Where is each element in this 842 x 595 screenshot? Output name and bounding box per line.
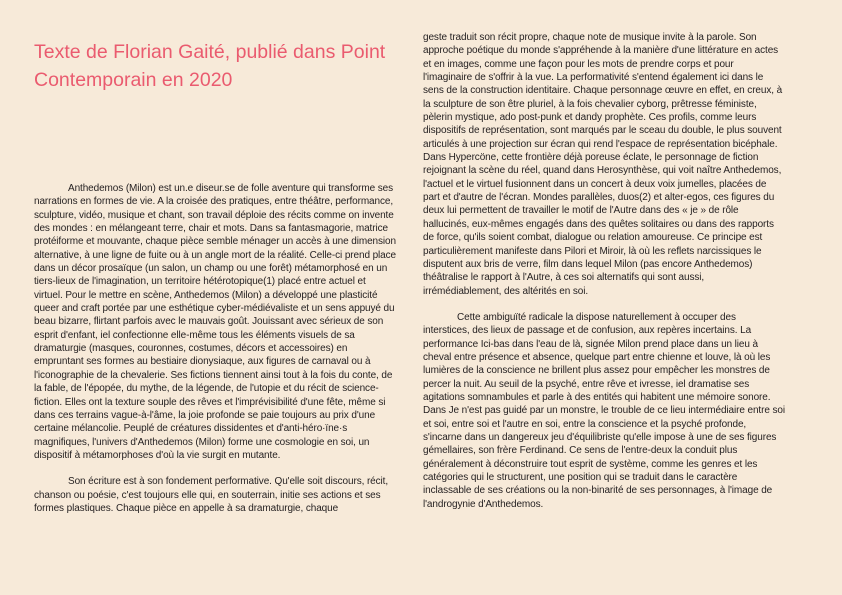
- paragraph: geste traduit son récit propre, chaque note de musique invite à la parole. Son approche poétique du monde s'appréhende à la manière d'une littérature en actes et en images, comme une façon pour les mots de prendre corps et pour l'imaginaire de s'offrir à la vue. La performativité s'entend également ici dans le sens de la construction identitaire. Chaque personnage œuvre en effet, en creux, à la sculpture de son être pluriel, à la fois chevalier cyborg, prêtresse féministe, pèlerin mystique, ado post-punk et dandy prophète. Ces profils, comme leurs dispositifs de représentation, sont marqués par le sceau du double, le plus souvent articulés à une projection sur écran qui rend l'espace de représentation bicéphale. Dans Hypercöne, cette frontière déjà poreuse éclate, le personnage de fiction rejoignant la scène du réel, quand dans Herosynthèse, qui voit naître Anthedemos, l'actuel et le virtuel fusionnent dans un concert à deux voix jumelles, placées de part et d'autre de l'écran. Mondes parallèles, duos(2) et alter-egos, ces figures du deux lui permettent de travailler le motif de l'Autre dans des « je » de rôle hallucinés, eux-mêmes engagés dans des quêtes solitaires ou dans des rapports de force, qu'ils soient combat, dialogue ou relation amoureuse. Ce principe est particulièrement manifeste dans Pilori et Miroir, là où les reflets narcissiques le disputent aux bris de verre, film dans lequel Milon (pas encore Anthedemos) théâtralise le rapport à l'Autre, à ces soi alternatifs qui sont aussi, irrémédiablement, des altérités en soi.: [423, 32, 783, 297]
- paragraph: Anthedemos (Milon) est un.e diseur.se de folle aventure qui transforme ses narrations en formes de vie. A la croisée des pratiques, entre théâtre, performance, sculpture, vidéo, musique et chant, son travail déploie des récits comme on invente des mondes : en mélangeant terre, chair et mots. Dans sa fantasmagorie, matrice protéiforme et mouvante, chaque pièce semble ménager un accès à une dimension alternative, à une ligne de fuite ou à un angle mort de la réalité. Celle-ci prend place dans un décor prosaïque (un salon, un champ ou une forêt) métamorphosé en un tiers-lieux de l'imagination, un territoire hétérotopique(1) placé entre actuel et virtuel. Pour le mettre en scène, Anthedemos (Milon) a développé une plasticité queer and craft portée par une esthétique cyber-médiévaliste et un sens appuyé du beau bizarre, flirtant parfois avec le mauvais goût. Jouissant avec sérieux de son esprit d'enfant, iel confectionne elle-même tous les éléments visuels de sa dramaturgie (masques, couronnes, costumes, décors et accessoires) en empruntant ses formes au bestiaire dionysiaque, aux figures de carnaval ou à l'iconographie de la chevalerie. Ses fictions tiennent ainsi tout à la fois du conte, de la fable, de l'épopée, du mythe, de la légende, de l'utopie et du récit de science-fiction. Elles ont la texture souple des rêves et l'imprévisibilité d'une fête, même si dans ces terrains vague-à-l'âme, la joie profonde se paie toujours au prix d'une certaine mélancolie. Peuplé de créatures dissidentes et d'anti-héro·ïne·s magnifiques, l'univers d'Anthedemos (Milon) forme une cosmologie en soi, un dispositif à métamorphoses d'où la vie surgit en mutante.: [34, 183, 396, 461]
- right-column: [423, 31, 785, 511]
- page-title: Texte de Florian Gaité, publié dans Point Contemporain en 2020: [34, 41, 386, 91]
- left-column: [34, 182, 396, 515]
- paragraph: Son écriture est à son fondement performative. Qu'elle soit discours, récit, chanson ou poésie, c'est toujours elle qui, en souterrain, initie ses actions et ses formes plastiques. Chaque pièce en appelle à sa dramaturgie, chaque: [34, 476, 389, 514]
- paragraph: Cette ambiguïté radicale la dispose naturellement à occuper des interstices, des lieux de passage et de confusion, aux repères incertains. La performance Ici-bas dans l'eau de là, signée Milon prend place dans un lieu à cheval entre présence et absence, quelque part entre chienne et louve, là où les lumières de la conscience ne brillent plus assez pour empêcher les monstres de percer la nuit. Au seuil de la psyché, entre rêve et ivresse, iel dramatise ses agitations somnambules et parle à des entités qui habitent une mémoire sonore. Dans Je n'est pas guidé par un monstre, le trouble de ce lieu intermédiaire entre soi et soi, entre soi et l'autre en soi, entre la conscience et la psyché profonde, s'incarne dans un dangereux jeu d'équilibriste qu'elle impose à une de ses figures gémellaires, son frère Ferdinand. Ce sens de l'entre-deux la conduit plus généralement à déconstruire tout esprit de système, comme les genres et les catégories qui le structurent, une position qui se traduit dans le caractère inclassable de ses créations ou la non-binarité de ses personnages, à l'image de l'androgynie d'Anthedemos.: [423, 311, 785, 510]
